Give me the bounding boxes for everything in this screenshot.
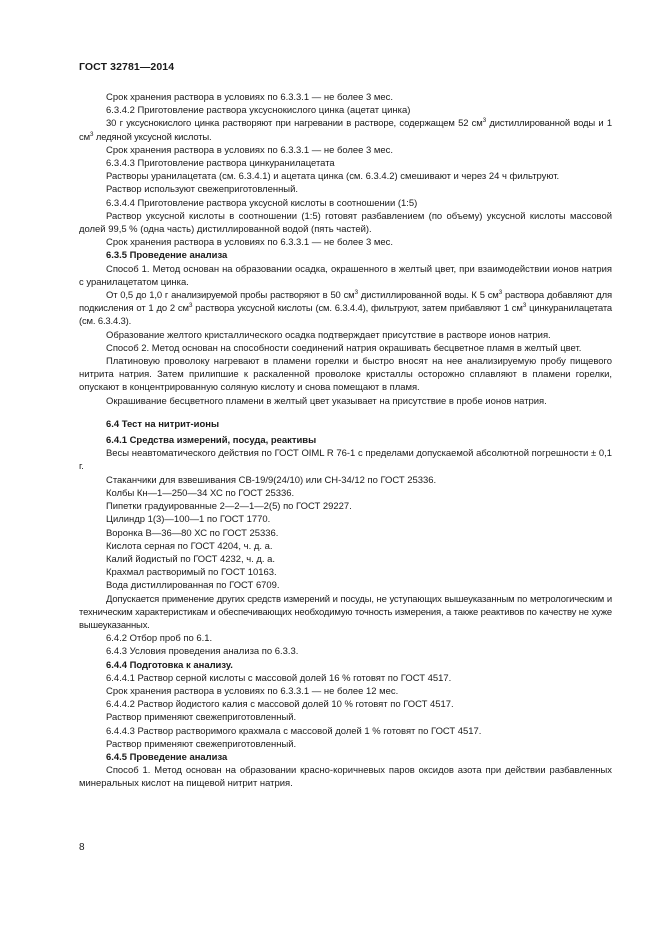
page-number: 8 <box>79 842 85 853</box>
paragraph: Раствор уксусной кислоты в соотношении (1:5) готовят разбавлением (по объему) уксусной кислоты массовой долей 99,5 % (одна часть) дистиллированной водой (пять частей). <box>79 210 612 236</box>
list-item: Пипетки градуированные 2—2—1—2(5) по ГОСТ 29227. <box>106 501 352 513</box>
paragraph: Раствор используют свежеприготовленный. <box>106 184 298 196</box>
document-body <box>79 91 612 791</box>
paragraph: Срок хранения раствора в условиях по 6.3.3.1 — не более 3 мес. <box>106 144 393 156</box>
section-heading: 6.4.1 Средства измерений, посуда, реактивы <box>106 435 317 447</box>
paragraph: Раствор применяют свежеприготовленный. <box>106 738 297 750</box>
paragraph: 6.3.4.3 Приготовление раствора цинкуранилацетата <box>106 158 335 170</box>
paragraph: Способ 1. Метод основан на образовании осадка, окрашенного в желтый цвет, при взаимодействии ионов натрия с уранилацетатом цинка. <box>79 263 612 288</box>
list-item: Цилиндр 1(3)—100—1 по ГОСТ 1770. <box>106 514 271 526</box>
paragraph: Раствор применяют свежеприготовленный. <box>106 712 297 724</box>
paragraph: Способ 1. Метод основан на образовании красно-коричневых паров оксидов азота при действии разбавленных минеральных кислот на пищевой нитрит натрия. <box>79 765 612 790</box>
paragraph: 6.3.4.4 Приготовление раствора уксусной кислоты в соотношении (1:5) <box>106 197 418 209</box>
list-item: Калий йодистый по ГОСТ 4232, ч. д. а. <box>106 553 276 565</box>
list-item: Вода дистиллированная по ГОСТ 6709. <box>106 580 280 592</box>
section-heading: 6.4.4 Подготовка к анализу. <box>106 659 233 671</box>
list-item: Крахмал растворимый по ГОСТ 10163. <box>106 567 277 579</box>
paragraph: 6.3.4.2 Приготовление раствора уксуснокислого цинка (ацетат цинка) <box>106 105 411 117</box>
paragraph: Окрашивание бесцветного пламени в желтый цвет указывает на присутствие в пробе ионов натрия. <box>106 395 547 407</box>
paragraph: Образование желтого кристаллического осадка подтверждает присутствие в растворе ионов натрия. <box>106 329 551 341</box>
paragraph: 6.4.4.3 Раствор растворимого крахмала с массовой долей 1 % готовят по ГОСТ 4517. <box>106 725 482 737</box>
paragraph: Срок хранения раствора в условиях по 6.3.3.1 — не более 12 мес. <box>106 685 399 697</box>
paragraph: Допускается применение других средств измерений и посуды, не уступающих вышеуказанным по метрологическим и техническим характеристикам и обеспечивающих необходимую точность измерения, а также реактивов по качеству не хуже вышеуказанных. <box>79 593 612 631</box>
list-item: Стаканчики для взвешивания СВ-19/9(24/10) или СН-34/12 по ГОСТ 25336. <box>106 474 437 486</box>
paragraph: Способ 2. Метод основан на способности соединений натрия окрашивать бесцветное пламя в желтый цвет. <box>106 342 582 354</box>
paragraph: 6.4.4.2 Раствор йодистого калия с массовой долей 10 % готовят по ГОСТ 4517. <box>106 699 454 711</box>
list-item: Кислота серная по ГОСТ 4204, ч. д. а. <box>106 540 273 552</box>
paragraph: 6.4.2 Отбор проб по 6.1. <box>106 633 213 645</box>
paragraph: Платиновую проволоку нагревают в пламени горелки и быстро вносят на нее анализируемую пробу пищевого нитрита натрия. Затем прилипшие к раскаленной проволоке кристаллы осторожно сплавляют в пламени горелки, опускают в концентрированную соляную кислоту и снова помещают в пламя. <box>79 356 612 394</box>
paragraph: Срок хранения раствора в условиях по 6.3.3.1 — не более 3 мес. <box>106 237 393 249</box>
list-item: Колбы Кн—1—250—34 ХС по ГОСТ 25336. <box>106 487 295 499</box>
paragraph: 6.4.3 Условия проведения анализа по 6.3.3. <box>106 646 299 658</box>
paragraph: Срок хранения раствора в условиях по 6.3.3.1 — не более 3 мес. <box>106 92 393 103</box>
list-item: Воронка В—36—80 ХС по ГОСТ 25336. <box>106 527 279 539</box>
section-heading: 6.4 Тест на нитрит-ионы <box>106 418 220 430</box>
paragraph: От 0,5 до 1,0 г анализируемой пробы растворяют в 50 $см^3$ дистиллированной воды. К 5 $см^3$ раствора добавляют для подкисления от 1 до 2 $см^3$ раствора уксусной кислоты (см. 6.3.4.4), фильтруют, затем прибавляют 1 $см^3$ цинкуранилацетата (см. 6.3.4.3). <box>79 289 612 328</box>
section-heading: 6.4.5 Проведение анализа <box>106 751 228 763</box>
section-heading: 6.3.5 Проведение анализа <box>106 250 228 262</box>
paragraph: 30 г уксуснокислого цинка растворяют при нагревании в растворе, содержащем 52 $см^3$ дистиллированной воды и 1 $см^3$ ледяной уксусной кислоты. <box>79 117 612 143</box>
paragraph: Весы неавтоматического действия по ГОСТ OIML R 76-1 с пределами допускаемой абсолютной погрешности ± 0,1 г. <box>79 448 612 473</box>
document-standard-number: ГОСТ 32781—2014 <box>79 61 175 73</box>
paragraph: 6.4.4.1 Раствор серной кислоты с массовой долей 16 % готовят по ГОСТ 4517. <box>106 672 452 684</box>
paragraph: Растворы уранилацетата (см. 6.3.4.1) и ацетата цинка (см. 6.3.4.2) смешивают и через 24 ч фильтруют. <box>106 171 560 183</box>
